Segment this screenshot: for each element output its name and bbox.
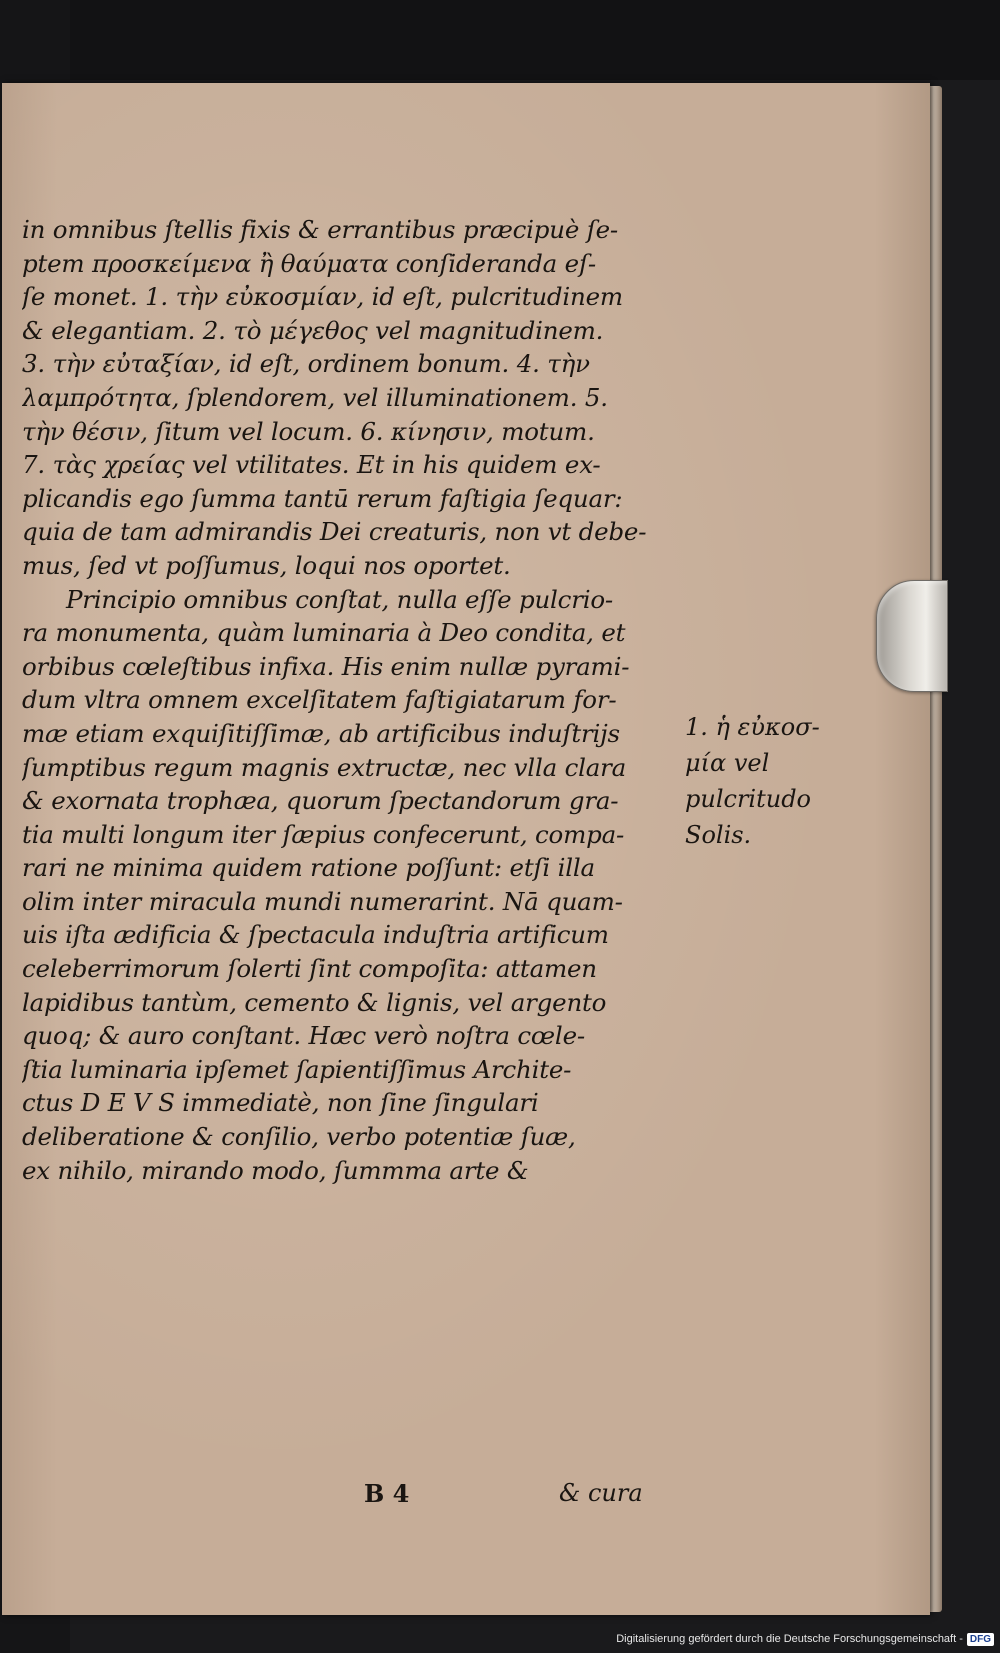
text-line: & elegantiam. 2. τὸ μέγεθος vel magnitudinem.	[22, 315, 604, 345]
text-line: ra monumenta, quàm luminaria à Deo condita, et	[22, 618, 626, 648]
page-clip	[876, 580, 948, 692]
text-line: dum vltra omnem excelſitatem faſtigiatarum for-	[22, 685, 617, 715]
catchword: & cura	[559, 1479, 643, 1507]
text-line: rari ne minima quidem ratione poſſunt: etſi illa	[22, 853, 595, 883]
text-line: λαμπρότητα, ſplendorem, vel illuminationem. 5.	[22, 382, 608, 412]
text-line: orbibus cœleſtibus infixa. His enim nullæ pyrami-	[22, 651, 630, 681]
digitization-credit	[616, 1629, 994, 1649]
text-line: in omnibus ſtellis fixis & errantibus præcipuè ſe-	[22, 215, 619, 244]
text-line: ex nihilo, mirando modo, ſummma arte &	[22, 1155, 529, 1185]
text-line: olim inter miracula mundi numerarint. Nā quam-	[22, 886, 623, 916]
text-line: ſumptibus regum magnis extructæ, nec vlla clara	[22, 752, 627, 782]
text-line: lapidibus tantùm, cemento & lignis, vel argento	[22, 987, 607, 1017]
text-line: τὴν θέσιν, ſitum vel locum. 6. κίνησιν, motum.	[22, 416, 595, 446]
text-line: celeberrimorum ſolerti ſint compoſita: attamen	[22, 954, 597, 984]
page-catchline	[2, 1479, 682, 1513]
text-line: plicandis ego ſumma tantū rerum faſtigia ſequar:	[22, 483, 623, 513]
text-line: Principio omnibus conſtat, nulla eſſe pulcrio-	[66, 584, 613, 614]
text-line: quia de tam admirandis Dei creaturis, non vt debe-	[22, 517, 647, 547]
credit-text: Digitalisierung gefördert durch die Deutsche Forschungsgemeinschaft -	[616, 1633, 963, 1645]
text-line: ſtia luminaria ipſemet ſapientiſſimus Archite-	[22, 1054, 572, 1084]
text-line: deliberatione & conſilio, verbo potentiæ ſuæ,	[22, 1122, 576, 1152]
text-line: ſe monet. 1. τὴν εὐκοσμίαν, id eſt, pulcritudinem	[22, 282, 623, 312]
signature-mark: B 4	[364, 1479, 410, 1508]
book-page	[2, 83, 930, 1615]
text-line: 7. τὰς χρείας vel vtilitates. Et in his quidem ex-	[22, 450, 601, 480]
text-line: quoq; & auro conſtant. Hæc verò noſtra cœle-	[22, 1021, 585, 1051]
text-line: tia multi longum iter ſæpius confecerunt, compa-	[22, 819, 625, 849]
text-line: ctus D E V S immediatè, non ſine ſingulari	[22, 1088, 539, 1118]
body-text	[22, 213, 690, 1187]
text-line: & exornata trophæa, quorum ſpectandorum gra-	[22, 786, 619, 816]
margin-note-line: pulcritudo	[685, 785, 811, 813]
text-line: mus, ſed vt poſſumus, loqui nos oportet.	[22, 550, 511, 580]
text-line: mæ etiam exquiſitiſſimæ, ab artificibus induſtrijs	[22, 718, 620, 748]
margin-note-line: 1. ἡ εὐκοσ-	[685, 713, 820, 741]
text-line: uis iſta ædificia & ſpectacula induſtria artificum	[22, 920, 609, 950]
marginal-note	[685, 709, 845, 853]
margin-note-line: μία vel	[685, 749, 770, 777]
dark-background-top	[0, 0, 1000, 80]
text-line: 3. τὴν εὐταξίαν, id eſt, ordinem bonum. 4. τὴν	[22, 349, 590, 379]
margin-note-line: Solis.	[685, 821, 752, 849]
dfg-logo-icon: DFG	[967, 1633, 994, 1646]
page-fore-edge	[928, 86, 942, 1612]
text-line: ptem προσκείμενα ἢ θαύματα conſideranda eſ-	[22, 248, 596, 278]
